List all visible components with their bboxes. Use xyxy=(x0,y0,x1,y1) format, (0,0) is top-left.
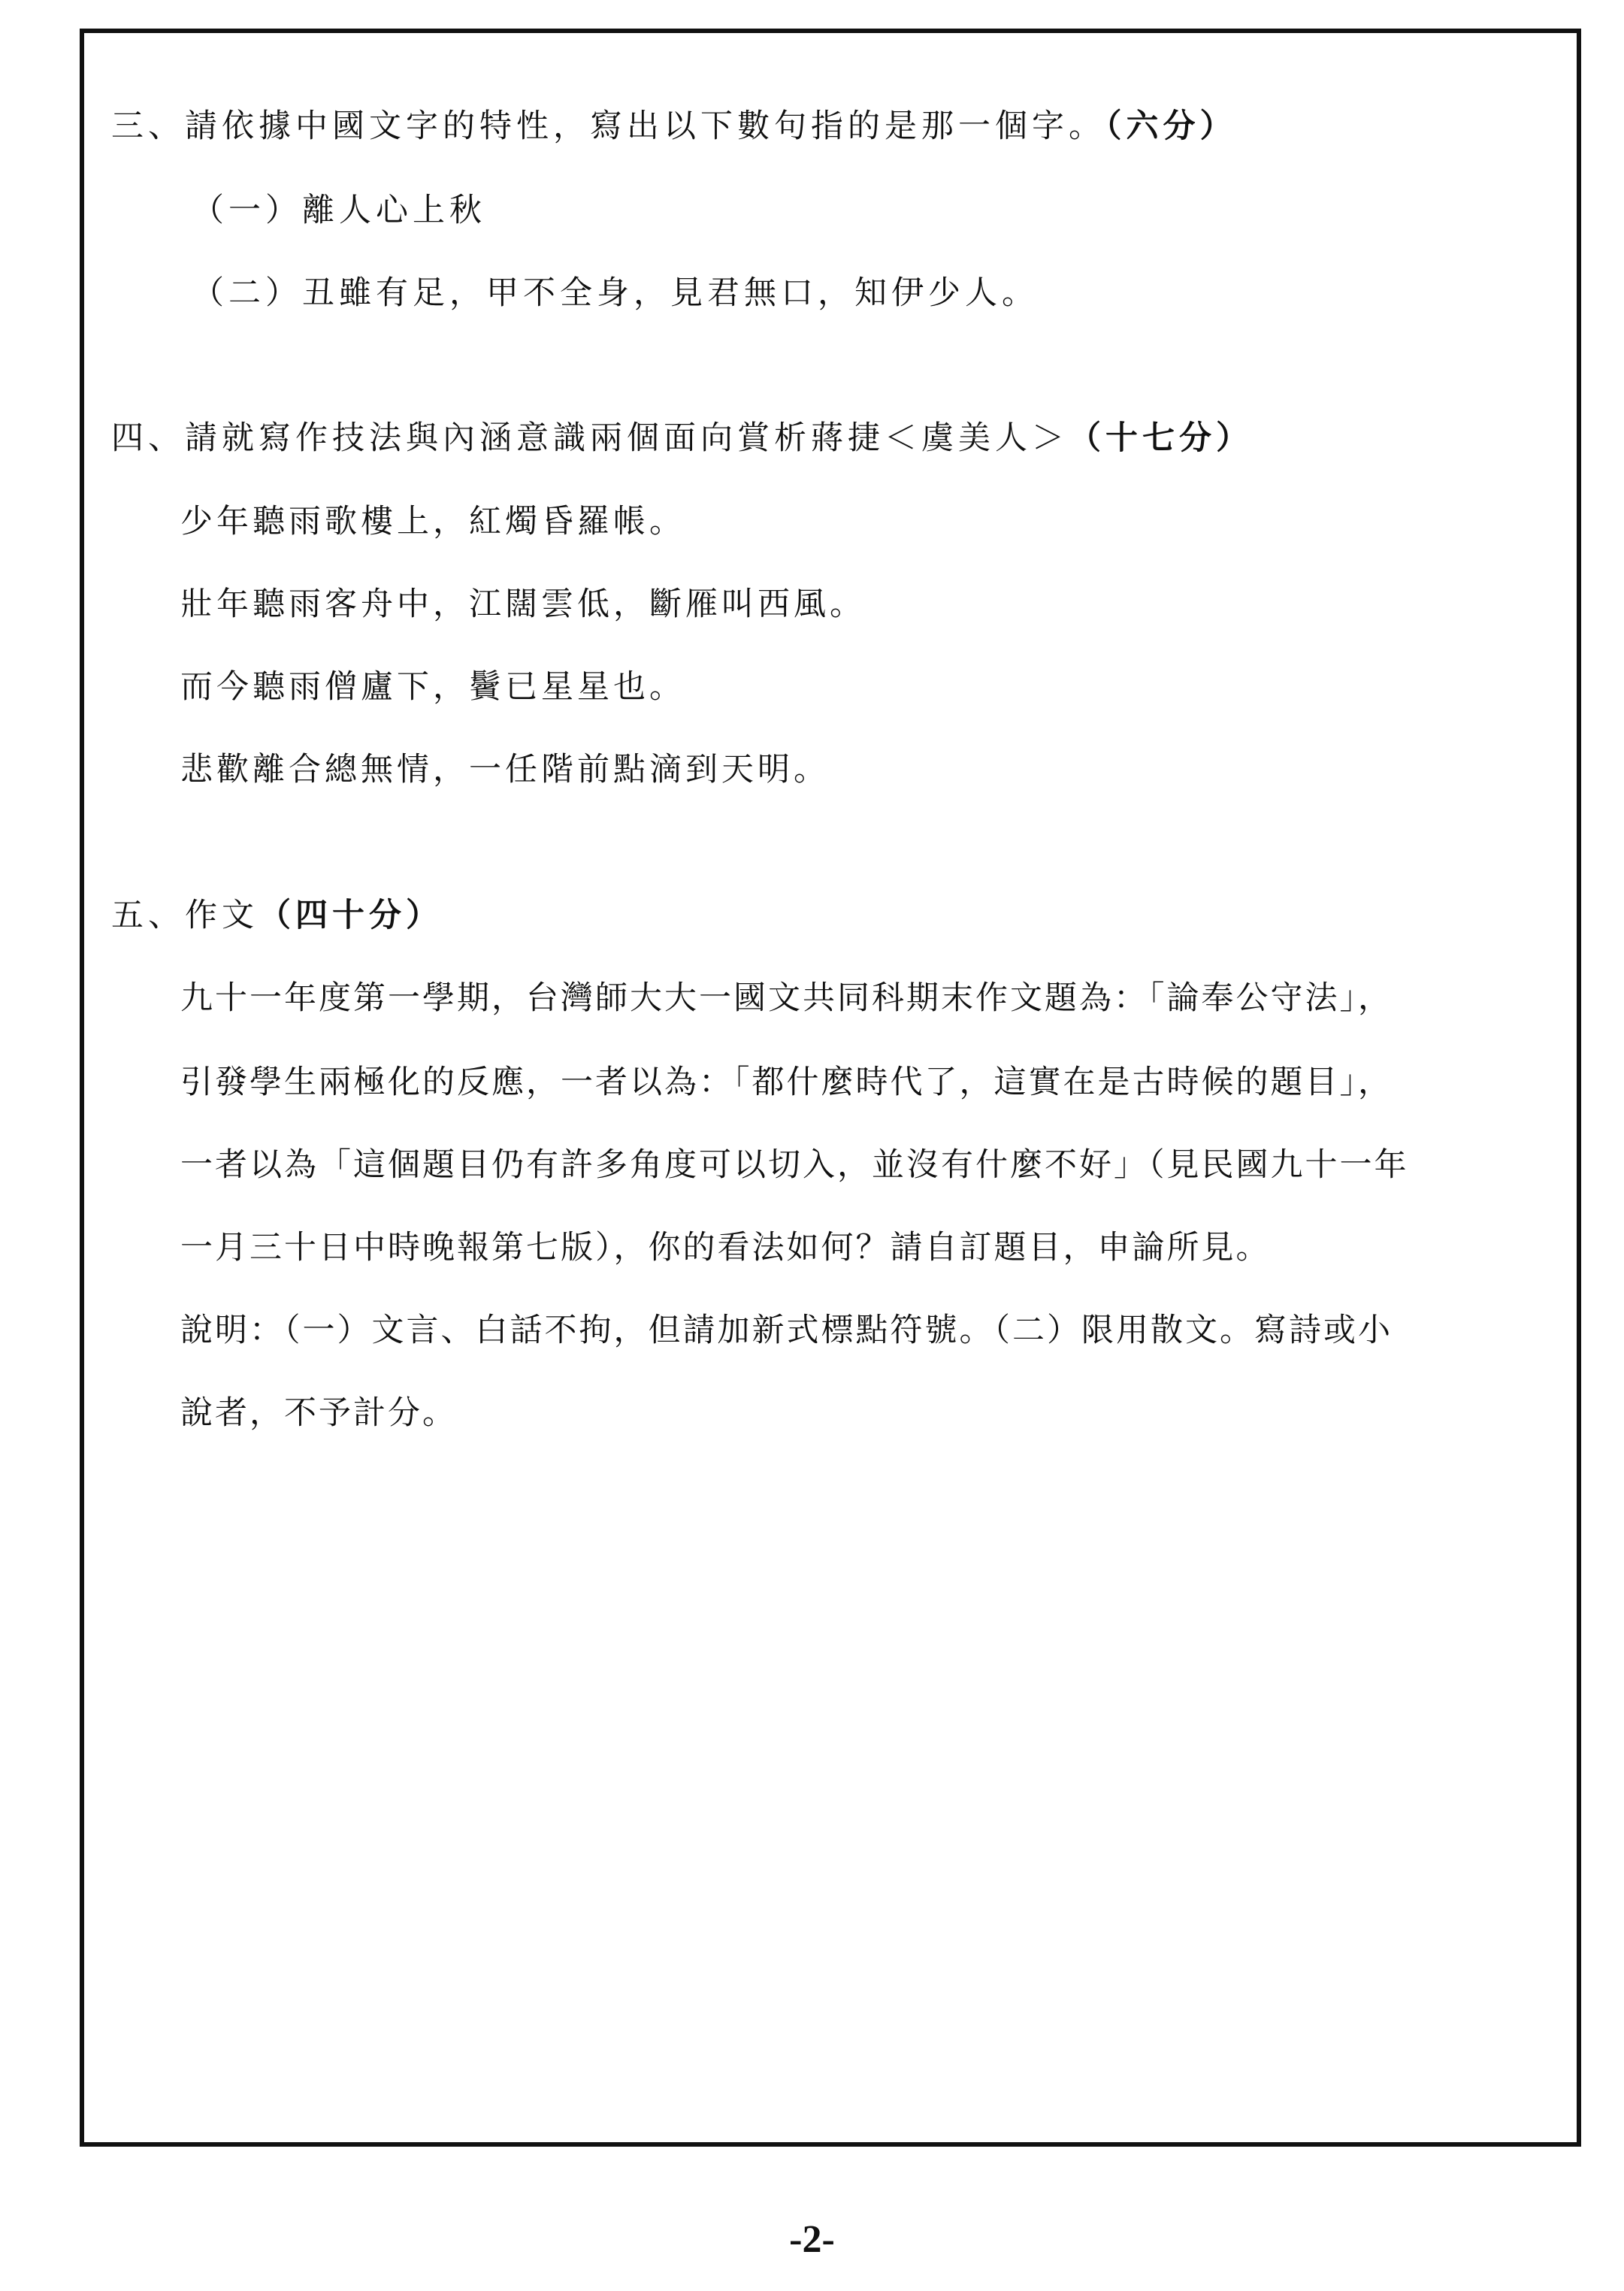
question-4-text: 四、請就寫作技法與內涵意識兩個面向賞析蔣捷＜虞美人＞ xyxy=(111,419,1069,457)
essay-prompt-line-4: 一月三十日中時晚報第七版），你的看法如何？請自訂題目，申論所見。 xyxy=(180,1229,1271,1267)
question-3-item-1: （一）離人心上秋 xyxy=(192,192,486,229)
poem-line-1: 少年聽雨歌樓上，紅燭昏羅帳。 xyxy=(180,503,685,540)
question-3-points: （六分） xyxy=(1105,107,1237,145)
question-5-heading xyxy=(111,893,443,938)
question-3-text: 三、請依據中國文字的特性，寫出以下數句指的是那一個字。 xyxy=(111,107,1105,145)
question-5-points: （四十分） xyxy=(259,897,443,934)
question-3-item-2: （二）丑雖有足，甲不全身，見君無口，知伊少人。 xyxy=(192,274,1039,312)
question-3-heading xyxy=(111,104,1237,149)
poem-line-4: 悲歡離合總無情，一任階前點滴到天明。 xyxy=(180,751,830,788)
essay-prompt-line-1: 九十一年度第一學期，台灣師大大一國文共同科期末作文題為：「論奉公守法」， xyxy=(180,979,1393,1017)
page-number: -2- xyxy=(789,2218,835,2261)
question-5-text: 五、作文 xyxy=(111,897,259,934)
essay-instructions-line-1: 說明：（一）文言、白話不拘，但請加新式標點符號。（二）限用散文。寫詩或小 xyxy=(180,1312,1393,1349)
essay-prompt-line-2: 引發學生兩極化的反應，一者以為：「都什麼時代了，這實在是古時候的題目」， xyxy=(180,1064,1393,1101)
poem-line-3: 而今聽雨僧廬下，鬢已星星也。 xyxy=(180,668,685,706)
poem-line-2: 壯年聽雨客舟中，江闊雲低，斷雁叫西風。 xyxy=(180,586,866,623)
question-4-points: （十七分） xyxy=(1069,419,1253,457)
essay-prompt-line-3: 一者以為「這個題目仍有許多角度可以切入，並沒有什麼不好」（見民國九十一年 xyxy=(180,1146,1409,1184)
essay-instructions-line-2: 說者，不予計分。 xyxy=(180,1394,457,1432)
question-4-heading xyxy=(111,416,1253,461)
